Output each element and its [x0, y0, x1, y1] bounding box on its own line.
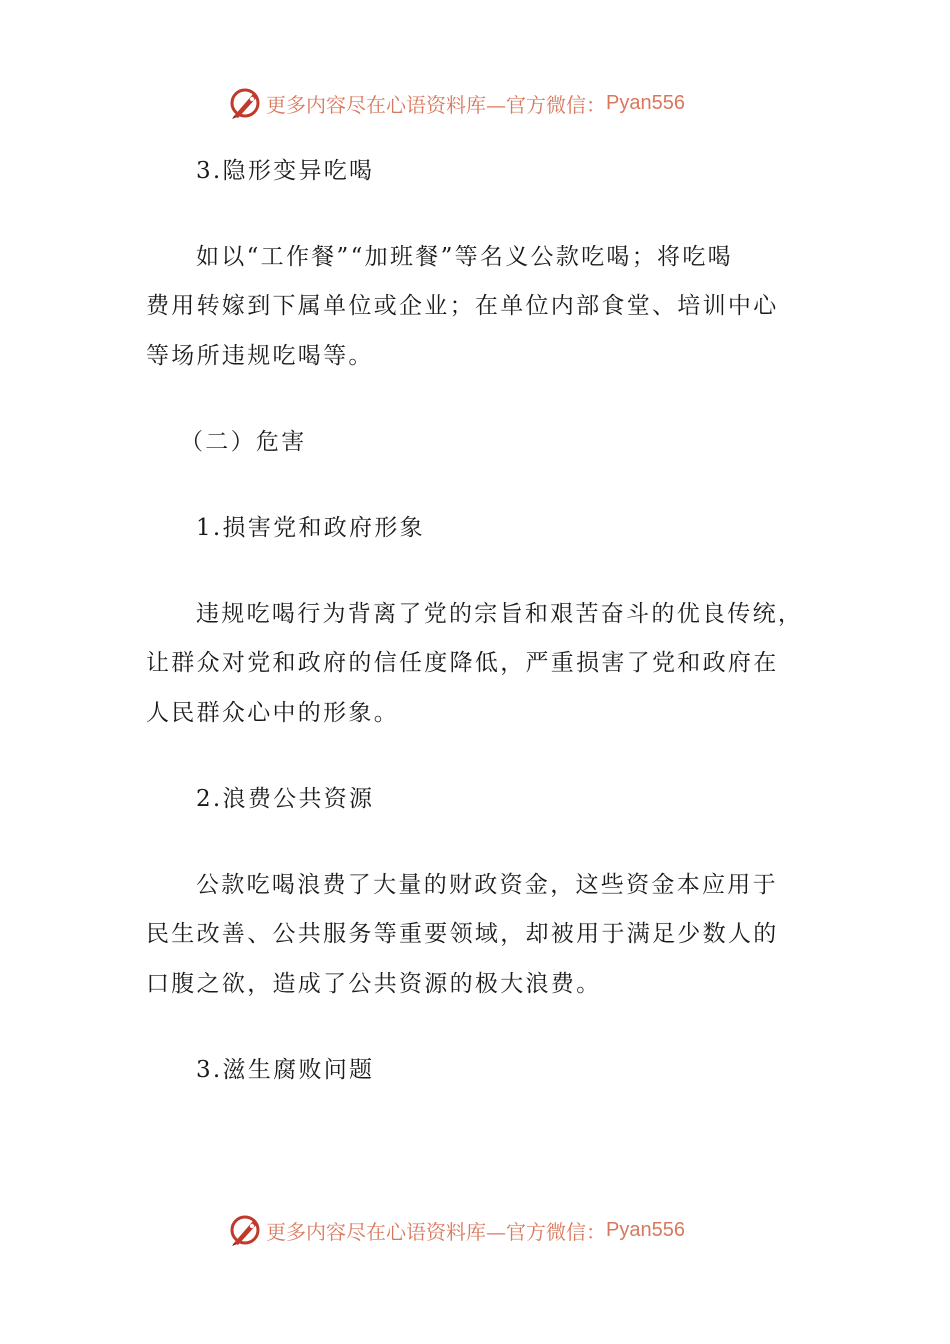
- subheading-hidden-variant-dining: 3.隐形变异吃喝: [196, 158, 375, 184]
- watermark-text: 更多内容尽在心语资料库—: [266, 1219, 506, 1244]
- paragraph-line: 口腹之欲，造成了公共资源的极大浪费。: [146, 971, 602, 997]
- subheading-breed-corruption: 3.滋生腐败问题: [196, 1057, 375, 1083]
- watermark-text: 更多内容尽在心语资料库—: [266, 92, 506, 117]
- section-heading-harms: （二）危害: [180, 429, 307, 455]
- paragraph-line: 民生改善、公共服务等重要领域，却被用于满足少数人的: [146, 921, 779, 947]
- subheading-waste-resources: 2.浪费公共资源: [196, 786, 375, 812]
- pen-logo-icon: [228, 86, 262, 120]
- paragraph-line: 等场所违规吃喝等。: [146, 343, 374, 369]
- footer-watermark: [228, 1213, 685, 1247]
- watermark-wechat-id: Pyan556: [606, 91, 685, 114]
- paragraph-line: 费用转嫁到下属单位或企业；在单位内部食堂、培训中心: [146, 293, 779, 319]
- watermark-wechat-label: 官方微信：: [506, 1219, 606, 1244]
- paragraph-line: 让群众对党和政府的信任度降低，严重损害了党和政府在: [146, 650, 779, 676]
- watermark-wechat-id: Pyan556: [606, 1218, 685, 1241]
- watermark-wechat-label: 官方微信：: [506, 92, 606, 117]
- pen-logo-icon: [228, 1213, 262, 1247]
- paragraph-line: 人民群众心中的形象。: [146, 700, 399, 726]
- paragraph-line: 公款吃喝浪费了大量的财政资金，这些资金本应用于: [196, 872, 778, 898]
- paragraph-line: 如以“工作餐”“加班餐”等名义公款吃喝；将吃喝: [196, 244, 733, 270]
- paragraph-line: 违规吃喝行为背离了党的宗旨和艰苦奋斗的优良传统，: [196, 601, 804, 627]
- subheading-damage-image: 1.损害党和政府形象: [196, 515, 425, 541]
- header-watermark: [228, 86, 685, 120]
